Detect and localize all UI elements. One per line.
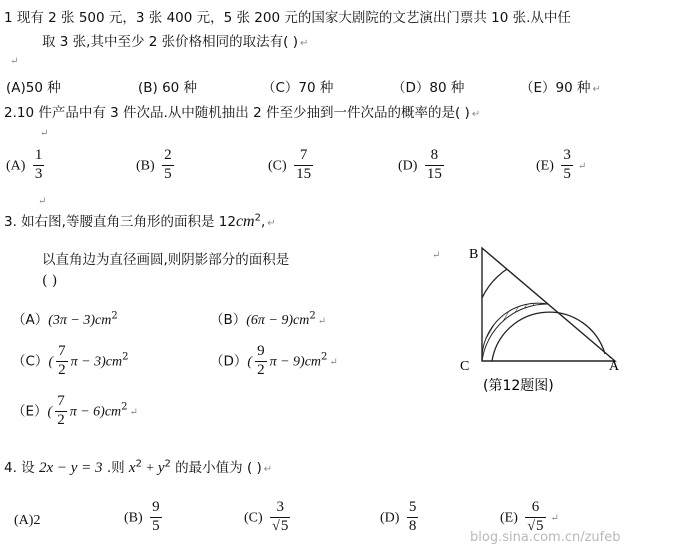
fraction — [150, 500, 162, 535]
q3-stem-line1: 3. 如右图,等腰直角三角形的面积是 $12cm^2$, ↵ — [4, 212, 276, 230]
option-label: (D) — [380, 510, 400, 526]
q3-blank: ( ) — [42, 273, 58, 289]
option-label: （B） — [210, 312, 247, 328]
vertex-label-a: A — [609, 359, 620, 374]
numerator: 7 — [57, 393, 65, 409]
denominator: 3 — [34, 165, 43, 182]
paragraph-mark: ↵ — [129, 407, 138, 419]
option-label: （D） — [210, 353, 248, 370]
q4-suffix: 的最小值为 ( ) — [170, 460, 262, 476]
numerator: 1 — [34, 147, 43, 163]
option-label: (E) — [536, 158, 554, 174]
fraction — [55, 394, 67, 429]
q1-stem-line2-text: 取 3 张,其中至少 2 张价格相同的取法有( ) — [42, 34, 298, 50]
q2-option-a — [6, 148, 47, 183]
option-label: (C) — [244, 510, 263, 526]
q4-option-b — [124, 500, 165, 535]
q3-stem-line2: 以直角边为直径画圆,则阴影部分的面积是 — [42, 252, 290, 268]
paragraph-mark: ↵ — [10, 56, 19, 67]
q1-option-d: （D）80 种 — [392, 80, 465, 96]
fraction — [294, 148, 313, 183]
numerator: 3 — [276, 499, 284, 515]
paragraph-mark: ↵ — [432, 250, 441, 261]
q1-option-a: (A)50 种 — [6, 80, 61, 96]
numerator: 3 — [563, 147, 571, 163]
q2-option-b — [136, 148, 177, 183]
q4-option-c — [244, 500, 293, 535]
option-expression: π − 6)cm — [69, 404, 122, 420]
option-label: (D) — [398, 158, 418, 174]
unit-exponent: 2 — [254, 212, 261, 224]
paragraph-mark: ↵ — [550, 513, 559, 525]
fraction — [255, 344, 267, 379]
q1-option-e — [520, 76, 601, 96]
paragraph-mark: ↵ — [592, 84, 601, 95]
fraction — [407, 500, 419, 535]
option-expression: π − 9)cm — [269, 354, 322, 370]
radicand: 5 — [280, 517, 289, 534]
q3-option-a — [12, 308, 118, 329]
denominator: √5 — [272, 517, 289, 534]
q3-option-c — [12, 344, 128, 379]
paragraph-mark: ↵ — [299, 38, 309, 49]
paragraph-mark: ↵ — [38, 196, 47, 207]
q2-option-c — [268, 148, 316, 183]
denominator: 5 — [563, 165, 571, 182]
fraction — [56, 344, 68, 379]
numerator: 6 — [531, 499, 540, 515]
vertex-label-b: B — [469, 247, 479, 262]
option-expression: (6π − 9)cm — [246, 313, 310, 328]
option-expression: π − 3)cm — [70, 354, 123, 370]
denominator: 8 — [408, 517, 417, 534]
q3-option-e — [12, 394, 138, 429]
semicircle-arc-outer — [492, 312, 605, 361]
option-label: （C） — [12, 353, 49, 370]
q4-var-y: y — [157, 460, 165, 476]
q2-stem — [4, 101, 480, 121]
numerator: 5 — [408, 499, 417, 515]
fraction — [33, 148, 45, 183]
q1-stem-line1: 1 现有 2 张 500 元，3 张 400 元，5 张 200 元的国家大剧院的文艺演出门票共 10 张.从中任 — [4, 10, 571, 26]
q2-stem-text: 2.10 件产品中有 3 件次品.从中随机抽出 2 件至少抽到一件次品的概率的是( ) — [4, 105, 470, 121]
paragraph-mark: ↵ — [471, 109, 481, 120]
exponent: 2 — [164, 458, 171, 470]
option-label: (A) — [6, 158, 26, 174]
exponent: 2 — [111, 310, 118, 322]
denominator: 15 — [426, 165, 442, 182]
q3-option-b — [210, 308, 326, 329]
paragraph-mark: ↵ — [317, 316, 327, 327]
q3-stem-text: 3. 如右图,等腰直角三角形的面积是 12 — [4, 214, 236, 230]
option-label: (A) — [14, 513, 34, 528]
numerator: 9 — [257, 343, 265, 359]
q2-option-d — [398, 148, 447, 183]
q1-option-e-text: （E）90 种 — [520, 80, 591, 96]
numerator: 2 — [164, 147, 172, 163]
shaded-region-left — [482, 303, 548, 361]
semicircle-arc-inner — [482, 257, 617, 358]
option-label: (B) — [136, 158, 155, 174]
denominator: 5 — [152, 517, 160, 534]
paragraph-mark: ↵ — [267, 218, 276, 229]
numerator: 8 — [430, 147, 439, 163]
option-label: （A） — [12, 312, 49, 328]
numerator: 7 — [299, 147, 308, 163]
option-label: (C) — [268, 158, 287, 174]
denominator: 15 — [296, 165, 312, 182]
paragraph-mark: ↵ — [263, 464, 273, 475]
exponent: 2 — [309, 310, 316, 322]
exponent: 2 — [135, 458, 142, 470]
q3-option-d — [210, 344, 338, 379]
q4-option-d — [380, 500, 421, 535]
unit-cm: cm — [235, 213, 255, 230]
denominator: 2 — [57, 411, 65, 428]
q1-option-c: （C）70 种 — [262, 80, 334, 96]
paren: ( — [247, 354, 253, 370]
exponent: 2 — [122, 351, 129, 363]
q4-mid: .则 — [102, 460, 129, 476]
fraction — [270, 500, 290, 535]
q4-var-x: x — [128, 460, 136, 476]
option-label: (E) — [500, 510, 518, 526]
fraction — [162, 148, 174, 183]
q4-prefix: 4. 设 — [4, 460, 39, 476]
q1-stem-line2 — [42, 30, 308, 50]
exponent: 2 — [321, 351, 328, 363]
q2-option-e — [536, 148, 586, 183]
fraction — [561, 148, 573, 183]
q4-stem — [4, 456, 272, 477]
figure-caption: (第12题图) — [483, 378, 554, 394]
option-value: 2 — [33, 513, 41, 528]
q3-figure — [455, 236, 625, 401]
paragraph-mark: ↵ — [577, 161, 587, 173]
q4-plus: + — [141, 460, 158, 475]
q4-condition: 2x − y = 3 — [38, 460, 103, 476]
paren: ( — [47, 404, 53, 420]
option-expression: (3π − 3)cm — [48, 313, 112, 328]
watermark: blog.sina.com.cn/zufeb — [470, 530, 621, 545]
numerator: 7 — [58, 343, 66, 359]
denominator: 2 — [257, 361, 265, 378]
option-label: （E） — [12, 403, 48, 420]
q1-option-b: (B) 60 种 — [138, 80, 198, 96]
paren: ( — [48, 354, 54, 370]
denominator: √5 — [527, 517, 544, 534]
radicand: 5 — [536, 517, 544, 534]
denominator: 5 — [164, 165, 172, 182]
paragraph-mark: ↵ — [40, 128, 49, 139]
exponent: 2 — [121, 401, 128, 413]
numerator: 9 — [152, 499, 160, 515]
vertex-label-c: C — [460, 359, 470, 374]
right-triangle — [482, 248, 615, 361]
paragraph-mark: ↵ — [329, 357, 338, 369]
denominator: 2 — [58, 361, 66, 378]
option-label: (B) — [124, 510, 143, 526]
q4-option-a — [14, 512, 40, 529]
fraction — [425, 148, 444, 183]
